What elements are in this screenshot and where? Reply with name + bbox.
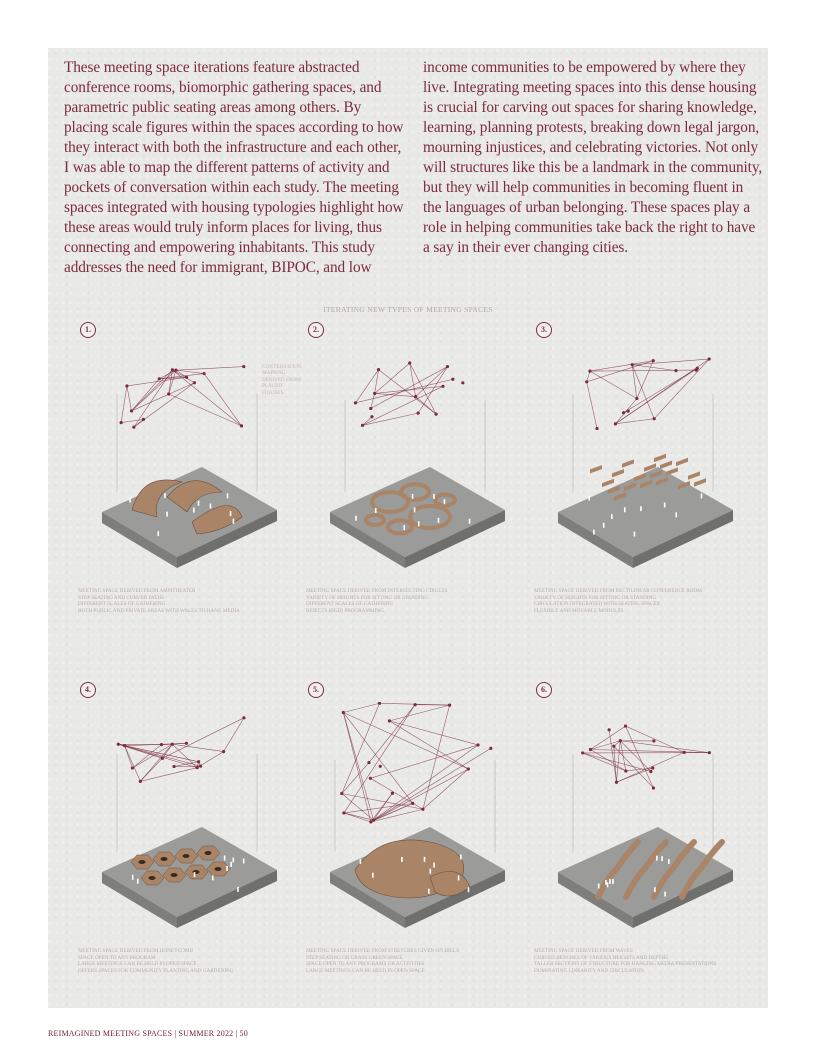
network-node (585, 380, 588, 383)
network-node (158, 377, 161, 380)
network-edge (121, 386, 127, 423)
network-node (142, 418, 145, 421)
scale-figure (424, 857, 426, 862)
iteration-5 (300, 678, 530, 1008)
network-edge (410, 363, 416, 397)
scale-figure (166, 512, 168, 517)
base-slab-top (102, 467, 277, 557)
scale-figure (418, 521, 420, 526)
network-edge (132, 379, 160, 411)
network-node (635, 397, 638, 400)
scale-figure (210, 504, 212, 509)
network-node (652, 739, 655, 742)
scale-figure (593, 530, 595, 535)
scale-figure (194, 872, 196, 877)
network-node (123, 744, 126, 747)
scale-figure (198, 501, 200, 506)
network-node (185, 742, 188, 745)
network-edge (389, 721, 478, 745)
scale-figure (433, 494, 435, 499)
network-node (196, 766, 199, 769)
iteration-3 (528, 318, 758, 648)
planter (171, 873, 178, 877)
network-node (413, 703, 416, 706)
network-node (626, 410, 629, 413)
scale-figure (243, 858, 245, 863)
network-node (608, 728, 611, 731)
network-edge (343, 712, 468, 769)
network-node (461, 381, 464, 384)
network-node (117, 743, 120, 746)
iteration-number: 4. (80, 682, 96, 698)
network-edge (132, 370, 173, 411)
iteration-caption: MEETING SPACE DERIVED FROM STRETCHES GIVEN ON HILLS STEP SEATING OR GRASS GREEN SPACE SPACE OPEN TO ANY PROGRAMS OR ACTIVITIES LARGE MEETINGS CAN BE HELD IN OPEN SPACE (306, 948, 459, 974)
iteration-diagram (528, 342, 758, 592)
scale-figure (137, 879, 139, 884)
network-node (160, 743, 163, 746)
network-node (172, 765, 175, 768)
network-node (199, 765, 202, 768)
scale-figure (433, 863, 435, 868)
conversation-network (581, 724, 711, 789)
network-node (125, 384, 128, 387)
network-node (414, 395, 417, 398)
scale-figure (588, 496, 590, 501)
network-node (446, 365, 449, 368)
network-node (417, 412, 420, 415)
network-node (651, 766, 654, 769)
network-node (340, 792, 343, 795)
network-node (222, 750, 225, 753)
network-node (674, 369, 677, 372)
scale-figure (414, 507, 416, 512)
scale-figure (664, 502, 666, 507)
network-edge (373, 769, 468, 820)
network-edge (172, 370, 241, 426)
iteration-caption: MEETING SPACE DERIVED FROM AMPITHEATER STEP SEATING AND CURVED PATHS DIFFERENT SCALES OF GATHERING BOTH PUBLIC AND PRIVATE AREAS WITH WALLS TO HANG MEDIA (78, 588, 240, 614)
scale-figure (438, 518, 440, 523)
network-edge (344, 705, 415, 813)
scale-figure (375, 508, 377, 513)
network-node (476, 743, 479, 746)
network-node (441, 385, 444, 388)
iteration-number: 1. (80, 322, 96, 338)
network-node (489, 747, 492, 750)
body-text-right-column: income communities to be empowered by where they live. Integrating meeting spaces into this dense housing is crucial for carving out spaces for sharing knowledge, learning, planning protests, breaking down legal jargon, mourning injustices, and celebrating victories. Not only will structures like this be a landmark in the community, but they will help communities in becoming fluent in the languages of urban belonging. These spaces play a role in helping communities take back the right to have a say in their ever changing cities. (423, 59, 763, 256)
scale-figure (701, 493, 703, 498)
iteration-caption: MEETING SPACE DERIVED FROM WAVES CURVED BENCHES OF VARIOUS HEIGHTS AND DEPTHS TALLER SECTIONS OF STRUCTURE FOR HANGING MEDIA/PRESENTATIONS DOMINATING LINEARITY AND CIRCULATION (534, 948, 717, 974)
iteration-number: 3. (536, 322, 552, 338)
scale-figure (656, 856, 658, 861)
network-node (378, 702, 381, 705)
planter (139, 860, 146, 864)
scale-figure (230, 511, 232, 516)
network-edge (423, 769, 468, 809)
network-node (683, 751, 686, 754)
base-slab-top (558, 827, 733, 917)
network-edge (625, 726, 653, 788)
network-edge (169, 394, 242, 426)
network-node (612, 745, 615, 748)
network-node (242, 365, 245, 368)
seating-module (694, 478, 706, 486)
scale-figure (664, 892, 666, 897)
iteration-1 (72, 318, 302, 648)
scale-figure (227, 493, 229, 498)
scale-figure (612, 879, 614, 884)
network-node (197, 760, 200, 763)
network-edge (356, 379, 453, 403)
network-edge (176, 367, 244, 371)
network-edge (615, 368, 697, 424)
scale-figure (237, 887, 239, 892)
network-node (411, 802, 414, 805)
scale-figure (468, 887, 470, 892)
conversation-network (120, 365, 246, 429)
figure-title: ITERATING NEW TYPES OF MEETING SPACES (323, 305, 493, 314)
network-node (708, 751, 711, 754)
scale-figure (624, 507, 626, 512)
network-node (342, 711, 345, 714)
network-node (448, 704, 451, 707)
network-edge (375, 370, 379, 394)
network-edge (616, 741, 620, 783)
scale-figure (598, 884, 600, 889)
network-node (132, 426, 135, 429)
base-slab-top (330, 467, 505, 557)
network-edge (590, 750, 709, 753)
network-node (652, 786, 655, 789)
scale-figure (401, 857, 403, 862)
network-node (240, 424, 243, 427)
network-node (174, 369, 177, 372)
network-edge (371, 745, 478, 822)
network-edge (370, 778, 423, 809)
scale-figure (654, 887, 656, 892)
conversation-network (340, 702, 492, 823)
network-node (379, 765, 382, 768)
network-node (624, 769, 627, 772)
network-edge (375, 363, 410, 393)
scale-figure (412, 494, 414, 499)
network-node (354, 401, 357, 404)
network-edge (343, 703, 379, 712)
network-node (370, 415, 373, 418)
network-node (367, 761, 370, 764)
seating-module (666, 467, 678, 475)
network-node (595, 427, 598, 430)
conversation-network (354, 361, 464, 427)
seating-module (612, 469, 624, 477)
network-node (369, 407, 372, 410)
network-node (581, 751, 584, 754)
network-edge (423, 705, 450, 809)
network-node (388, 719, 391, 722)
iteration-diagram (72, 702, 302, 952)
scale-figure (611, 514, 613, 519)
seating-module (654, 454, 666, 462)
network-edge (389, 721, 468, 769)
network-node (161, 757, 164, 760)
scale-figure (661, 856, 663, 861)
network-node (342, 811, 345, 814)
network-edge (140, 768, 197, 782)
network-edge (590, 371, 637, 398)
conversation-network (117, 716, 246, 783)
scale-figure (403, 525, 405, 530)
network-edge (363, 413, 419, 425)
iteration-caption: MEETING SPACE DERIVED FROM INTERSECTING CIRCLES VARIETY OF HEIGHTS FOR SITTING OR STANDING DIFFERENT SCALES OF GATHERING REJECTS RIGID PROGRAMMING (306, 588, 448, 614)
network-node (588, 369, 591, 372)
scale-figure (157, 531, 159, 536)
network-node (171, 743, 174, 746)
scale-figure (458, 876, 460, 881)
network-node (434, 413, 437, 416)
scale-figure (609, 879, 611, 884)
seating-module (660, 461, 672, 469)
network-edge (632, 365, 654, 419)
scale-figure (460, 854, 462, 859)
network-node (408, 361, 411, 364)
network-node (622, 411, 625, 414)
network-node (185, 376, 188, 379)
body-text-left-column: These meeting space iterations feature abstracted conference rooms, biomorphic gathering spaces, and parametric public seating areas among others. By placing scale figures within the spaces according to how they interact with both the infrastructure and each other, I was able to map the different patterns of activity and pockets of conversation within each study. The meeting spaces integrated with housing typologies highlight how these areas would truly inform places for living, thus connecting and empowering inhabitants. This study addresses the need for immigrant, BIPOC, and low (64, 59, 404, 276)
network-edge (632, 359, 709, 365)
iteration-caption: MEETING SPACE DERIVED FROM RECTILINEAR CONFERENCE ROOM VARIETY OF HEIGHTS FOR SITTING OR STANDING CIRCULATION INTEGRATED WITH SEATING SPACES FLEXIBLE AND MOVABLE MODULES (534, 588, 702, 614)
iteration-diagram (528, 702, 758, 952)
scale-figure (360, 859, 362, 864)
network-node (649, 770, 652, 773)
network-node (120, 421, 123, 424)
scale-figure (132, 875, 134, 880)
network-node (369, 820, 372, 823)
network-node (708, 357, 711, 360)
network-edge (132, 383, 195, 411)
scale-figure (164, 493, 166, 498)
network-edge (654, 359, 709, 419)
scale-figure (668, 859, 670, 864)
network-node (614, 422, 617, 425)
scale-figure (675, 512, 677, 517)
network-node (139, 780, 142, 783)
network-node (373, 392, 376, 395)
iteration-caption: MEETING SPACE DERIVED FROM HONEYCOMB SPACE OPEN TO ANY PROGRAM LARGE MEETINGS CAN BE HELD IN OPEN SPACE OFFERS SPACES FOR COMMUNITY PLANTING AND GARDENING (78, 948, 234, 974)
iteration-6 (528, 678, 758, 1008)
textured-page (48, 48, 768, 1008)
network-edge (172, 744, 223, 751)
network-node (652, 359, 655, 362)
seating-module (622, 459, 634, 467)
scale-figure (605, 880, 607, 885)
network-node (467, 767, 470, 770)
scale-figure (193, 508, 195, 513)
scale-figure (428, 889, 430, 894)
network-edge (590, 370, 696, 371)
iteration-diagram (300, 342, 530, 592)
planter (205, 851, 212, 855)
network-node (242, 716, 245, 719)
network-node (624, 724, 627, 727)
iteration-diagram (300, 702, 530, 952)
scale-figure (603, 523, 605, 528)
network-node (619, 739, 622, 742)
network-node (193, 381, 196, 384)
scale-figure (233, 858, 235, 863)
conversation-network (585, 357, 711, 430)
network-edge (343, 712, 371, 821)
network-node (130, 409, 133, 412)
network-edge (127, 386, 132, 411)
scale-figure (640, 506, 642, 511)
scale-figure (607, 882, 609, 887)
scale-figure (469, 519, 471, 524)
iteration-diagram (72, 342, 302, 592)
scale-figure (355, 516, 357, 521)
planter (193, 870, 200, 874)
network-edge (583, 753, 626, 771)
scale-figure (444, 499, 446, 504)
network-node (631, 363, 634, 366)
network-edge (125, 746, 133, 768)
network-node (391, 792, 394, 795)
network-edge (369, 705, 415, 763)
page-footer: REIMAGINED MEETING SPACES | SUMMER 2022 | 50 (48, 1029, 248, 1038)
network-edge (632, 365, 676, 371)
iteration-number: 6. (536, 682, 552, 698)
network-edge (587, 382, 597, 429)
planter (161, 857, 168, 861)
network-edge (389, 705, 449, 721)
scale-figure (372, 873, 374, 878)
network-edge (583, 753, 651, 772)
iteration-4 (72, 678, 302, 1008)
seating-module (590, 465, 602, 473)
network-edge (204, 374, 241, 426)
network-edge (590, 361, 653, 371)
scale-figure (224, 855, 226, 860)
scale-figure (430, 869, 432, 874)
network-node (202, 372, 205, 375)
network-edge (416, 397, 436, 414)
iteration-number: 5. (308, 682, 324, 698)
network-node (369, 777, 372, 780)
scale-figure (230, 862, 232, 867)
network-node (695, 368, 698, 371)
network-edge (375, 393, 416, 396)
scale-figure (129, 497, 131, 502)
network-edge (371, 393, 375, 408)
planter (215, 867, 222, 871)
network-edge (343, 712, 412, 803)
network-node (377, 368, 380, 371)
network-edge (587, 371, 590, 382)
scale-figure (233, 519, 235, 524)
base-slab-top (558, 467, 733, 557)
iteration-number: 2. (308, 322, 324, 338)
planter (149, 876, 156, 880)
iteration-2 (300, 318, 530, 648)
network-node (451, 378, 454, 381)
scale-figure (226, 866, 228, 871)
network-node (653, 417, 656, 420)
seating-module (676, 458, 688, 466)
planter (183, 854, 190, 858)
seating-module (602, 479, 614, 487)
network-node (171, 368, 174, 371)
network-edge (370, 745, 478, 778)
network-node (361, 424, 364, 427)
network-edge (342, 703, 380, 793)
scale-figure (634, 532, 636, 537)
network-node (589, 748, 592, 751)
network-edge (616, 752, 684, 782)
seating-module (688, 471, 700, 479)
network-node (167, 392, 170, 395)
scale-figure (212, 875, 214, 880)
network-node (615, 781, 618, 784)
network-node (131, 766, 134, 769)
conversation-mapping-callout: CONVERSATION MAPPING DERIVED FROM PLACED FIGURES (262, 364, 302, 396)
network-edge (609, 730, 616, 782)
network-node (421, 808, 424, 811)
